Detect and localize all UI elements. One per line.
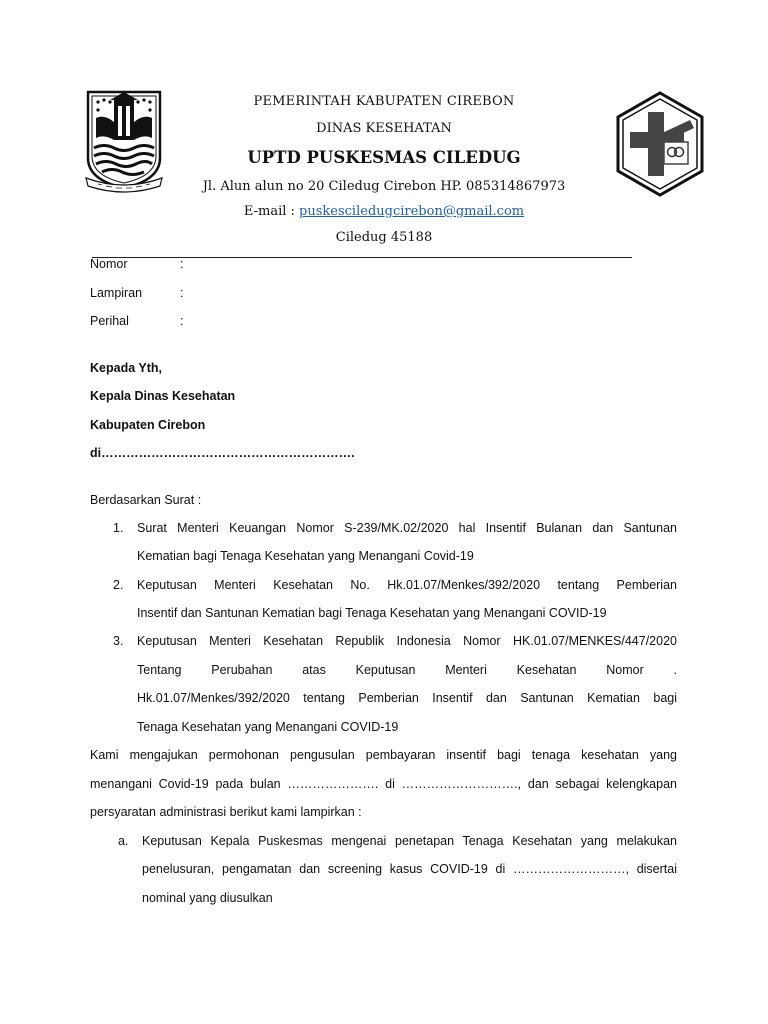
institution-title: UPTD PUSKESMAS CILEDUG xyxy=(247,148,521,167)
basis-heading: Berdasarkan Surat : xyxy=(90,493,202,507)
basis-item-line: Hk.01.07/Menkes/392/2020 tentang Pemberian Insentif dan Santunan Kematian bagi xyxy=(137,691,677,705)
letterhead-divider xyxy=(92,257,632,258)
basis-item-number: 3. xyxy=(113,634,124,648)
attachment-item-line: Keputusan Kepala Puskesmas mengenai penetapan Tenaga Kesehatan yang melakukan xyxy=(142,834,677,848)
meta-label-lampiran: Lampiran xyxy=(90,286,143,300)
basis-item-line: Tenaga Kesehatan yang Menangani COVID-19 xyxy=(137,720,399,734)
email-line xyxy=(0,204,768,219)
meta-sep-lampiran: : xyxy=(180,286,184,300)
attachment-item-line: penelusuran, pengamatan dan screening kasus COVID-19 di ………………………, disertai xyxy=(142,862,677,876)
basis-item-line: Kematian bagi Tenaga Kesehatan yang Menangani Covid-19 xyxy=(137,549,474,563)
request-line: Kami mengajukan permohonan pengusulan pembayaran insentif bagi tenaga kesehatan yang xyxy=(90,748,677,762)
request-line: persyaratan administrasi berikut kami lampirkan : xyxy=(90,805,362,819)
recipient-line-1: Kepala Dinas Kesehatan xyxy=(90,389,236,403)
meta-sep-nomor: : xyxy=(180,257,184,271)
basis-item-number: 2. xyxy=(113,578,124,592)
email-link[interactable]: puskesciledugcirebon@gmail.com xyxy=(299,204,525,219)
institution-address: Jl. Alun alun no 20 Ciledug Cirebon HP. 085314867973 xyxy=(202,179,566,194)
meta-label-perihal: Perihal xyxy=(90,314,129,328)
email-label: E-mail : xyxy=(243,204,300,219)
basis-item-line: Surat Menteri Keuangan Nomor S-239/MK.02/2020 hal Insentif Bulanan dan Santunan xyxy=(137,521,677,535)
basis-item-line: Insentif dan Santunan Kematian bagi Tenaga Kesehatan yang Menangani COVID-19 xyxy=(137,606,607,620)
attachment-item-letter: a. xyxy=(118,834,129,848)
recipient-line-2: Kabupaten Cirebon xyxy=(90,418,206,432)
meta-sep-perihal: : xyxy=(180,314,184,328)
meta-label-nomor: Nomor xyxy=(90,257,128,271)
basis-item-number: 1. xyxy=(113,521,124,535)
city-postal: Ciledug 45188 xyxy=(335,230,433,245)
basis-item-line: Keputusan Menteri Kesehatan Republik Indonesia Nomor HK.01.07/MENKES/447/2020 xyxy=(137,634,677,648)
attachment-item-line: nominal yang diusulkan xyxy=(142,891,273,905)
recipient-greeting: Kepada Yth, xyxy=(90,361,163,375)
basis-item-line: Tentang Perubahan atas Keputusan Menteri Kesehatan Nomor . xyxy=(137,663,677,677)
department-name: DINAS KESEHATAN xyxy=(316,121,452,136)
basis-item-line: Keputusan Menteri Kesehatan No. Hk.01.07/Menkes/392/2020 tentang Pemberian xyxy=(137,578,677,592)
recipient-line-3: di……………………………………………………. xyxy=(90,446,355,460)
government-name: PEMERINTAH KABUPATEN CIREBON xyxy=(253,94,515,109)
request-line: menangani Covid-19 pada bulan …………………. di ………………………., dan sebagai kelengkapan xyxy=(90,777,677,791)
